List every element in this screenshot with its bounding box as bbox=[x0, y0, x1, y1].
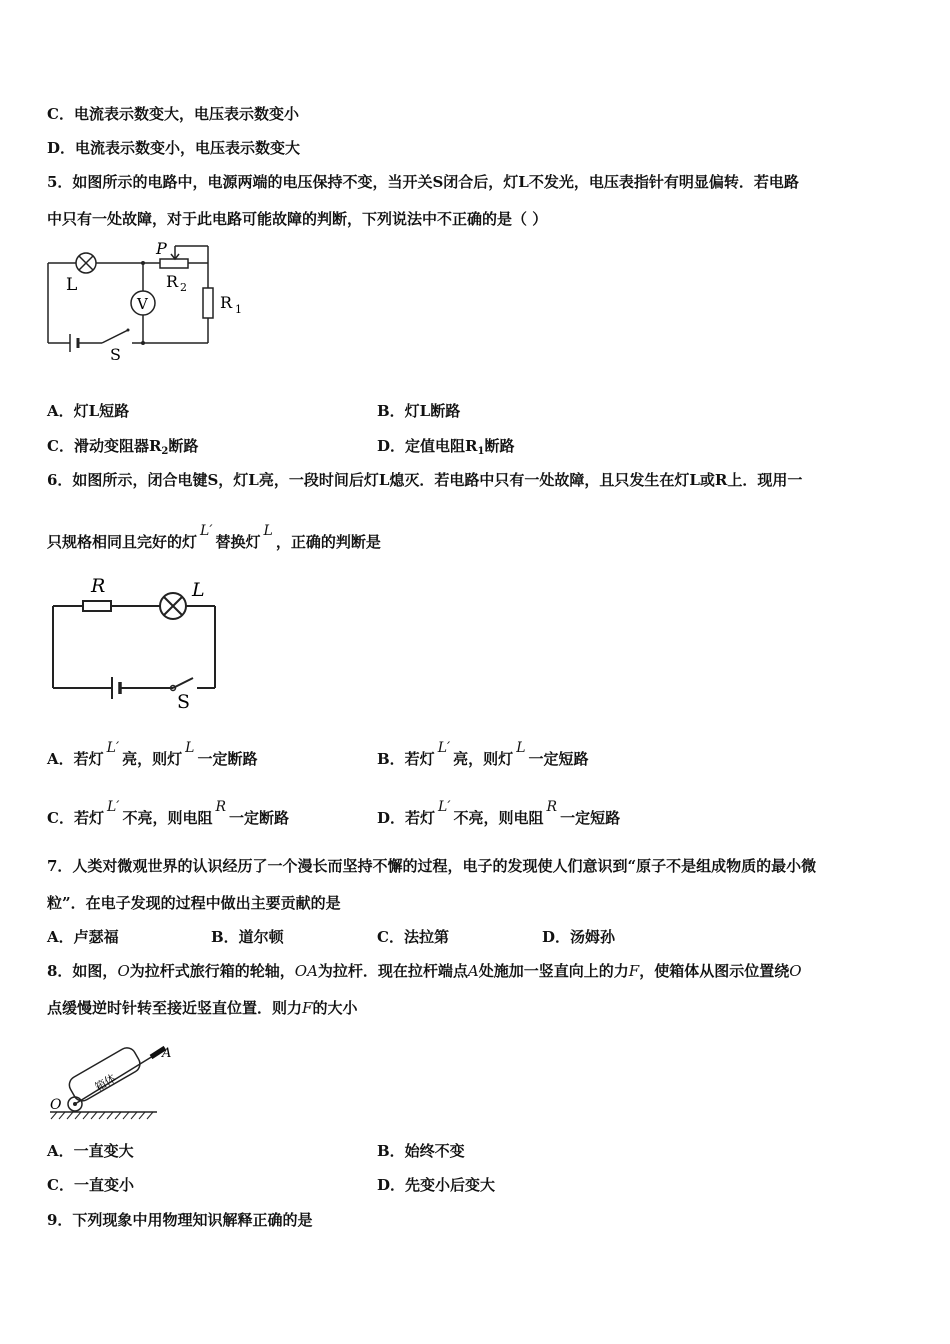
q7-option-a: A．卢瑟福 bbox=[47, 928, 119, 946]
q5-option-b: B．灯L断路 bbox=[377, 402, 461, 420]
q5-label-R1-sub: 1 bbox=[235, 303, 242, 316]
q5-label-S: S bbox=[110, 345, 121, 364]
q8-stem-line1: 8．如图，O为拉杆式旅行箱的轮轴，OA为拉杆．现在拉杆端点A处施加一竖直向上的力F，使箱体从图示位置绕O bbox=[47, 962, 802, 980]
q8-suitcase-diagram bbox=[45, 1033, 170, 1123]
q7-option-d: D．汤姆孙 bbox=[542, 928, 616, 946]
q5-stem-line1: 5．如图所示的电路中，电源两端的电压保持不变，当开关S闭合后，灯L不发光，电压表指针有明显偏转．若电路 bbox=[47, 173, 799, 191]
q5-label-P: P bbox=[156, 239, 167, 258]
q5-label-L: L bbox=[66, 275, 78, 295]
q6-resistor-symbol bbox=[83, 601, 111, 611]
q7-stem-line2: 粒”．在电子发现的过程中做出主要贡献的是 bbox=[47, 894, 341, 912]
q5-label-V: V bbox=[137, 295, 148, 313]
q4-option-c: C．电流表示数变大，电压表示数变小 bbox=[47, 105, 299, 123]
q5-option-a: A．灯L短路 bbox=[47, 402, 130, 420]
q7-stem-line1: 7．人类对微观世界的认识经历了一个漫长而坚持不懈的过程，电子的发现使人们意识到“原子不是组成物质的最小微 bbox=[47, 857, 817, 875]
q6-option-d: D．若灯L′不亮，则电阻R一定短路 bbox=[377, 799, 621, 827]
q6-label-L: L bbox=[192, 579, 205, 601]
q5-label-R2: R bbox=[166, 272, 179, 291]
q5-stem-line2: 中只有一处故障，对于此电路可能故障的判断，下列说法中不正确的是（ ） bbox=[47, 210, 548, 228]
q8-suitcase-body bbox=[66, 1045, 143, 1105]
q5-label-R2-sub: 2 bbox=[180, 281, 187, 294]
q8-label-O: O bbox=[50, 1097, 62, 1113]
q8-stem-line2: 点缓慢逆时针转至接近竖直位置．则力F的大小 bbox=[47, 999, 358, 1017]
q8-option-a: A．一直变大 bbox=[47, 1142, 134, 1160]
q5-label-R1: R bbox=[220, 293, 233, 312]
q6-option-a: A．若灯L′亮，则灯L一定断路 bbox=[47, 740, 258, 768]
q6-label-S: S bbox=[177, 691, 191, 713]
q6-circuit-diagram bbox=[45, 572, 245, 712]
q8-label-A: A bbox=[162, 1046, 172, 1061]
q8-label-box: 箱体 bbox=[92, 1071, 119, 1095]
q6-option-b: B．若灯L′亮，则灯L一定短路 bbox=[377, 740, 589, 768]
q5-circuit-diagram bbox=[40, 238, 255, 368]
q6-label-R: R bbox=[91, 575, 106, 597]
q6-stem-line1: 6．如图所示，闭合电键S，灯L亮，一段时间后灯L熄灭．若电路中只有一处故障，且只发生在灯L或R上．现用一 bbox=[47, 471, 803, 489]
q7-option-b: B．道尔顿 bbox=[211, 928, 284, 946]
q5-option-c: C．滑动变阻器$R_2$断路 bbox=[47, 437, 199, 457]
q5-option-d: D．定值电阻$R_1$断路 bbox=[377, 437, 515, 457]
q8-option-d: D．先变小后变大 bbox=[377, 1176, 496, 1194]
q8-option-c: C．一直变小 bbox=[47, 1176, 134, 1194]
q7-option-c: C．法拉第 bbox=[377, 928, 449, 946]
q5-r1-symbol bbox=[203, 288, 213, 318]
q4-option-d: D．电流表示数变小，电压表示数变大 bbox=[47, 139, 301, 157]
q6-option-c: C．若灯L′不亮，则电阻R一定断路 bbox=[47, 799, 290, 827]
q6-stem-line2: 只规格相同且完好的灯L′替换灯L，正确的判断是 bbox=[47, 523, 381, 551]
q9-stem-line1: 9．下列现象中用物理知识解释正确的是 bbox=[47, 1211, 313, 1229]
q8-option-b: B．始终不变 bbox=[377, 1142, 465, 1160]
q5-r2-symbol bbox=[160, 259, 188, 268]
